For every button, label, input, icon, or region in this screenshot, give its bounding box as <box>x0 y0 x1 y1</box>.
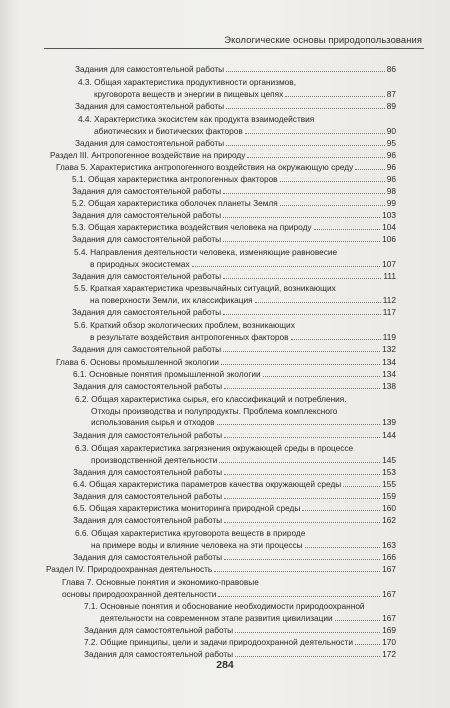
running-header: Экологические основы природопользования <box>224 34 422 45</box>
toc-entry-line <box>73 491 396 501</box>
toc-entry-line <box>73 430 396 440</box>
toc-entry-page: 86 <box>386 64 396 74</box>
toc-entry-page: 172 <box>382 649 396 659</box>
dot-leader <box>335 620 380 621</box>
dot-leader <box>235 632 380 633</box>
dot-leader <box>302 510 380 511</box>
toc-entry-page: 117 <box>382 307 396 317</box>
toc-entry-line <box>94 89 396 99</box>
toc-entry-label: 6.5. Общая характеристика мониторинга природной среды <box>73 503 301 513</box>
toc-entry-line <box>72 174 396 184</box>
dot-leader <box>224 388 380 389</box>
toc-entry-line <box>73 515 396 525</box>
toc-entry-line <box>46 564 396 574</box>
dot-leader <box>223 241 380 242</box>
toc-entry-label: Задания для самостоятельной работы <box>73 491 223 501</box>
toc-entry-title-line: 5.6. Краткий обзор экологических проблем, возникающих <box>74 320 295 330</box>
toc-entry-label: Задания для самостоятельной работы <box>73 515 223 525</box>
dot-leader <box>226 71 385 72</box>
toc-entry-label: в результате воздействия антропогенных факторов <box>90 331 289 342</box>
dot-leader <box>223 351 380 352</box>
toc-entry-line <box>73 479 396 489</box>
toc-entry-line <box>91 540 396 550</box>
toc-entry-label: использования сырья и отходов <box>91 417 215 427</box>
toc-entry-line <box>90 332 396 342</box>
toc-entry-page: 160 <box>382 503 396 513</box>
toc-entry-label: Глава 6. Основы промышленной экологии <box>56 357 219 367</box>
toc-entry-title-line: Отходы производства и полупродукты. Проблема комплексного <box>91 405 338 416</box>
toc-entry-line <box>73 503 396 513</box>
toc-entry-page: 111 <box>383 271 396 281</box>
page-number: 284 <box>216 659 234 671</box>
toc-entry-line <box>72 186 396 196</box>
toc-entry-line <box>75 64 396 74</box>
toc-entry-line <box>72 271 396 281</box>
toc-entry-page: 103 <box>382 210 396 220</box>
toc-entry-label: Задания для самостоятельной работы <box>84 649 234 659</box>
dot-leader <box>224 474 380 475</box>
toc-entry-title-line: 5.5. Краткая характеристика чрезвычайных ситуаций, возникающих <box>74 283 336 293</box>
dot-leader <box>245 133 385 134</box>
toc-entry-label: Задания для самостоятельной работы <box>72 186 222 196</box>
toc-entry-label: Задания для самостоятельной работы <box>72 344 222 354</box>
toc-entry-page: 119 <box>382 331 396 342</box>
toc-entry-line <box>62 589 396 599</box>
toc-entry-page: 132 <box>382 344 396 354</box>
toc-entry-label: Задания для самостоятельной работы <box>73 381 223 391</box>
toc-entry-line <box>91 455 396 465</box>
dot-leader <box>192 266 381 267</box>
toc-entry-label: 5.3. Общая характеристика воздействия человека на природу <box>72 222 312 232</box>
toc-entry-title-line: Глава 7. Основные понятия и экономико-правовые <box>62 577 259 587</box>
toc-entry-label: в природных экосистемах <box>90 258 190 269</box>
toc-entry-page: 153 <box>382 467 396 477</box>
toc-entry-label: Задания для самостоятельной работы <box>72 307 222 317</box>
toc-entry-label: деятельности на современном этапе развития цивилизации <box>100 612 333 623</box>
dot-leader <box>217 424 381 425</box>
dot-leader <box>224 498 380 499</box>
dot-leader <box>355 169 384 170</box>
dot-leader <box>263 376 380 377</box>
toc-entry-title-line: 7.1. Основные понятия и обоснование необходимости природоохранной <box>84 601 365 611</box>
toc-entry-page: 139 <box>382 417 396 427</box>
toc-entry-line <box>72 344 396 354</box>
dot-leader <box>247 157 384 158</box>
toc-entry-label: 5.2. Общая характеристика оболочек планеты Земля <box>72 198 278 208</box>
toc-entry-page: 159 <box>382 491 396 501</box>
toc-entry-label: Глава 5. Характеристика антропогенного воздействия на окружающую среду <box>56 162 354 172</box>
toc-entry-page: 96 <box>386 162 396 172</box>
dot-leader <box>224 437 380 438</box>
dot-leader <box>223 314 381 315</box>
dot-leader <box>226 145 385 146</box>
toc-entry-label: Раздел III. Антропогенное воздействие на природу <box>50 150 246 160</box>
toc-entry-page: 145 <box>382 454 396 465</box>
toc-entry-title-line: 6.6. Общая характеристика круговорота веществ в природе <box>75 528 306 538</box>
toc-entry-line <box>72 234 396 244</box>
toc-entry-label: Задания для самостоятельной работы <box>75 64 225 74</box>
dot-leader <box>224 559 380 560</box>
toc-entry-label: абиотических и биотических факторов <box>94 125 243 136</box>
toc-entry-page: 155 <box>382 479 396 489</box>
toc-entry-page: 95 <box>386 138 396 148</box>
toc-entry-label: круговорота веществ и энергии в пищевых цепях <box>94 88 284 99</box>
toc-entry-label: Задания для самостоятельной работы <box>72 271 222 281</box>
toc-entry-title-line: 4.4. Характеристика экосистем как продукта взаимодействия <box>78 114 315 124</box>
dot-leader <box>214 571 380 572</box>
dot-leader <box>355 644 380 645</box>
dot-leader <box>226 108 385 109</box>
dot-leader <box>291 339 381 340</box>
dot-leader <box>280 181 385 182</box>
toc-entry-label: 6.1. Основные понятия промышленной экологии <box>73 369 261 379</box>
toc-entry-line <box>84 649 396 659</box>
toc-entry-page: 138 <box>382 381 396 391</box>
dot-leader <box>223 278 381 279</box>
toc-entry-title-line: 4.3. Общая характеристика продуктивности организмов, <box>78 77 297 87</box>
dot-leader <box>255 302 381 303</box>
toc-entry-label: Задания для самостоятельной работы <box>73 552 223 562</box>
toc-entry-line <box>91 417 396 427</box>
toc-entry-label: Задания для самостоятельной работы <box>73 467 223 477</box>
dot-leader <box>223 217 380 218</box>
toc-entry-label: Задания для самостоятельной работы <box>72 210 222 220</box>
toc-entry-line <box>73 552 396 562</box>
toc-entry-page: 107 <box>382 258 396 269</box>
toc-entry-title-line: 5.4. Направления деятельности человека, изменяющие равновесие <box>74 247 338 257</box>
toc-entry-line <box>94 126 396 136</box>
toc-entry-line <box>72 307 396 317</box>
toc-entry-label: основы природоохранной деятельности <box>62 588 217 599</box>
toc-entry-page: 163 <box>382 539 396 550</box>
dot-leader <box>219 462 380 463</box>
toc-entry-page: 167 <box>382 612 396 623</box>
toc-entry-label: Задания для самостоятельной работы <box>75 138 225 148</box>
toc-entry-page: 166 <box>382 552 396 562</box>
dot-leader <box>221 364 380 365</box>
toc-entry-line <box>90 295 396 305</box>
toc-entry-page: 89 <box>386 101 396 111</box>
toc-entry-page: 170 <box>382 637 396 647</box>
toc-entry-page: 112 <box>382 294 396 305</box>
toc-entry-line <box>73 467 396 477</box>
toc-entry-page: 169 <box>382 625 396 635</box>
toc-entry-line <box>72 210 396 220</box>
toc-entry-label: на примере воды и влияние человека на эти процессы <box>91 539 303 550</box>
toc-entry-line <box>90 259 396 269</box>
toc-entry-page: 167 <box>382 588 396 599</box>
toc-entry-title-line: 6.3. Общая характеристика загрязнения окружающей среды в процессе <box>75 443 354 453</box>
toc-entry-page: 106 <box>382 234 396 244</box>
toc-entry-label: 7.2. Общие принципы, цели и задачи природоохранной деятельности <box>84 637 353 647</box>
toc-entry-label: на поверхности Земли, их классификация <box>90 294 253 305</box>
dot-leader <box>314 229 381 230</box>
toc-entry-title-line: 6.2. Общая характеристика сырья, его классификаций и потребления. <box>75 394 347 404</box>
toc-entry-label: производственной деятельности <box>91 454 218 465</box>
toc-entry-page: 96 <box>386 174 396 184</box>
toc-entry-line <box>56 162 396 172</box>
toc-entry-page: 144 <box>382 430 396 440</box>
dot-leader <box>305 547 381 548</box>
toc-entry-label: Задания для самостоятельной работы <box>75 101 225 111</box>
toc-entry-page: 162 <box>382 515 396 525</box>
dot-leader <box>218 596 380 597</box>
toc-entry-page: 98 <box>386 186 396 196</box>
toc-entry-page: 134 <box>382 369 396 379</box>
dot-leader <box>280 205 385 206</box>
toc-entry-line <box>73 369 396 379</box>
toc-entry-line <box>72 198 396 208</box>
toc-entry-label: 6.4. Общая характеристика параметров качества окружающей среды <box>73 479 342 489</box>
toc-entry-line <box>84 637 396 647</box>
dot-leader <box>223 193 385 194</box>
toc-entry-page: 87 <box>386 88 396 99</box>
toc-entry-label: 5.1. Общая характеристика антропогенных факторов <box>72 174 278 184</box>
dot-leader <box>343 486 380 487</box>
header-rule <box>44 48 424 49</box>
dot-leader <box>224 522 380 523</box>
dot-leader <box>285 96 384 97</box>
toc-entry-page: 134 <box>382 357 396 367</box>
dot-leader <box>235 656 380 657</box>
toc-entry-label: Задания для самостоятельной работы <box>72 234 222 244</box>
toc-entry-line <box>75 101 396 111</box>
toc-entry-page: 167 <box>382 564 396 574</box>
toc-entry-line <box>84 625 396 635</box>
toc-entry-line <box>73 381 396 391</box>
toc-entry-page: 99 <box>386 198 396 208</box>
toc-entry-page: 104 <box>382 222 396 232</box>
toc-entry-label: Задания для самостоятельной работы <box>84 625 234 635</box>
toc-entry-line <box>72 222 396 232</box>
toc-entry-line <box>50 150 396 160</box>
toc-entry-line <box>56 357 396 367</box>
toc-entry-line <box>100 613 396 623</box>
toc-entry-label: Раздел IV. Природоохранная деятельность <box>46 564 213 574</box>
toc-entry-page: 96 <box>386 150 396 160</box>
toc-entry-page: 90 <box>386 125 396 136</box>
toc-entry-line <box>75 138 396 148</box>
toc-entry-label: Задания для самостоятельной работы <box>73 430 223 440</box>
